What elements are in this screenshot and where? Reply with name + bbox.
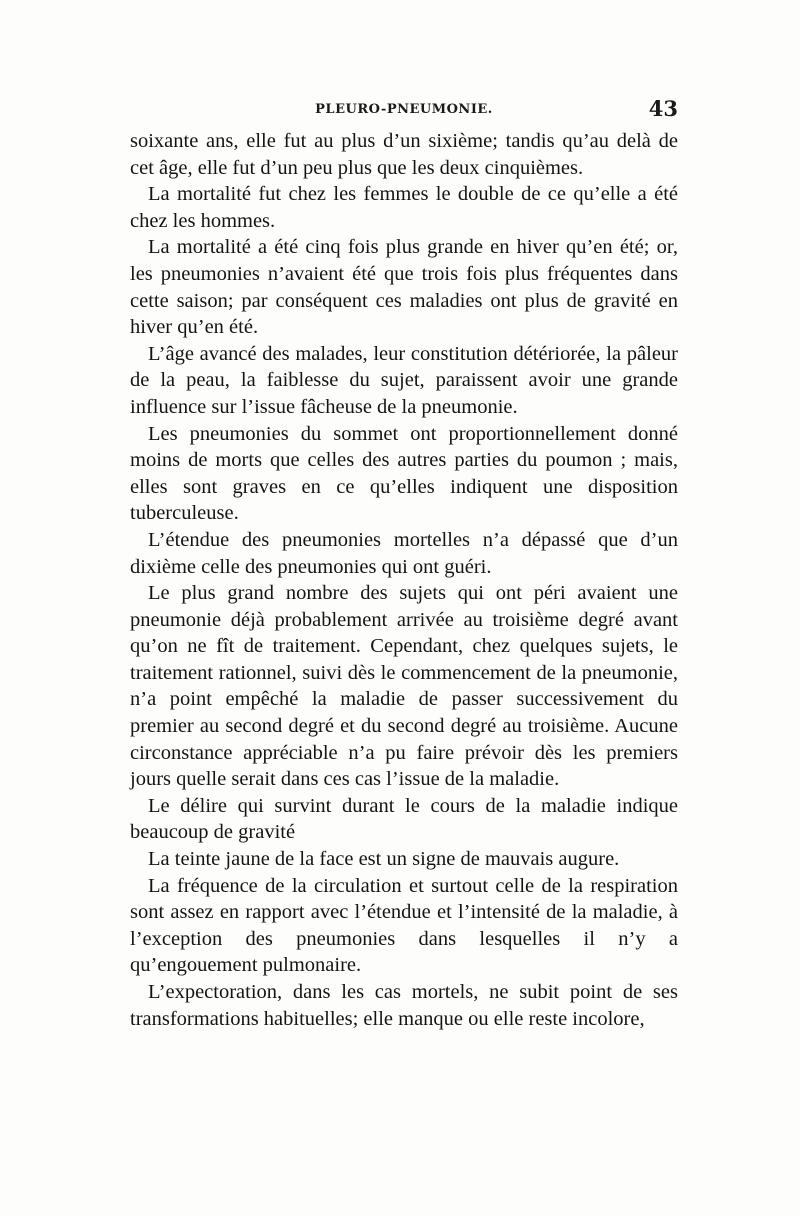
running-title: PLEURO-PNEUMONIE.	[315, 102, 493, 117]
running-head	[130, 96, 678, 126]
paragraph: La fréquence de la circulation et surtout celle de la respiration sont assez en rapport avec l’étendue et l’intensité de la maladie, à l’exception des pneumonies dans lesquelles il n’y a qu’engouement pulmonaire.	[130, 874, 678, 977]
paragraph: Le plus grand nombre des sujets qui ont péri avaient une pneumonie déjà probablement arrivée au troisième degré avant qu’on ne fît de traitement. Cependant, chez quelques sujets, le traitement rationnel, suivi dès le commencement de la pneumonie, n’a point empêché la maladie de passer successivement du premier au second degré et du second degré au troisième. Aucune circonstance appréciable n’a pu faire prévoir dès les premiers jours quelle serait dans ces cas l’issue de la maladie.	[130, 582, 678, 791]
paragraph: La mortalité a été cinq fois plus grande en hiver qu’en été; or, les pneumonies n’avaient été que trois fois plus fréquentes dans cette saison; par conséquent ces maladies ont plus de gravité en hiver qu’en été.	[130, 236, 678, 339]
paragraph: L’âge avancé des malades, leur constitution détériorée, la pâleur de la peau, la faiblesse du sujet, paraissent avoir une grande influence sur l’issue fâcheuse de la pneumonie.	[130, 342, 678, 418]
body-text	[130, 128, 678, 1032]
paragraph: L’étendue des pneumonies mortelles n’a dépassé que d’un dixième celle des pneumonies qui ont guéri.	[130, 528, 678, 578]
paragraph: La teinte jaune de la face est un signe de mauvais augure.	[148, 848, 620, 871]
paragraph: Le délire qui survint durant le cours de la maladie indique beaucoup de gravité	[130, 794, 678, 844]
paragraph: L’expectoration, dans les cas mortels, ne subit point de ses transformations habituelles; elle manque ou elle reste incolore,	[130, 981, 678, 1030]
page-number: 43	[648, 96, 678, 121]
paragraph: Les pneumonies du sommet ont proportionnellement donné moins de morts que celles des autres parties du poumon ; mais, elles sont graves en ce qu’elles indiquent une disposition tuberculeuse.	[130, 422, 678, 525]
paragraph: soixante ans, elle fut au plus d’un sixième; tandis qu’au delà de cet âge, elle fut d’un peu plus que les deux cinquièmes.	[130, 130, 678, 179]
paragraph: La mortalité fut chez les femmes le double de ce qu’elle a été chez les hommes.	[130, 183, 678, 232]
